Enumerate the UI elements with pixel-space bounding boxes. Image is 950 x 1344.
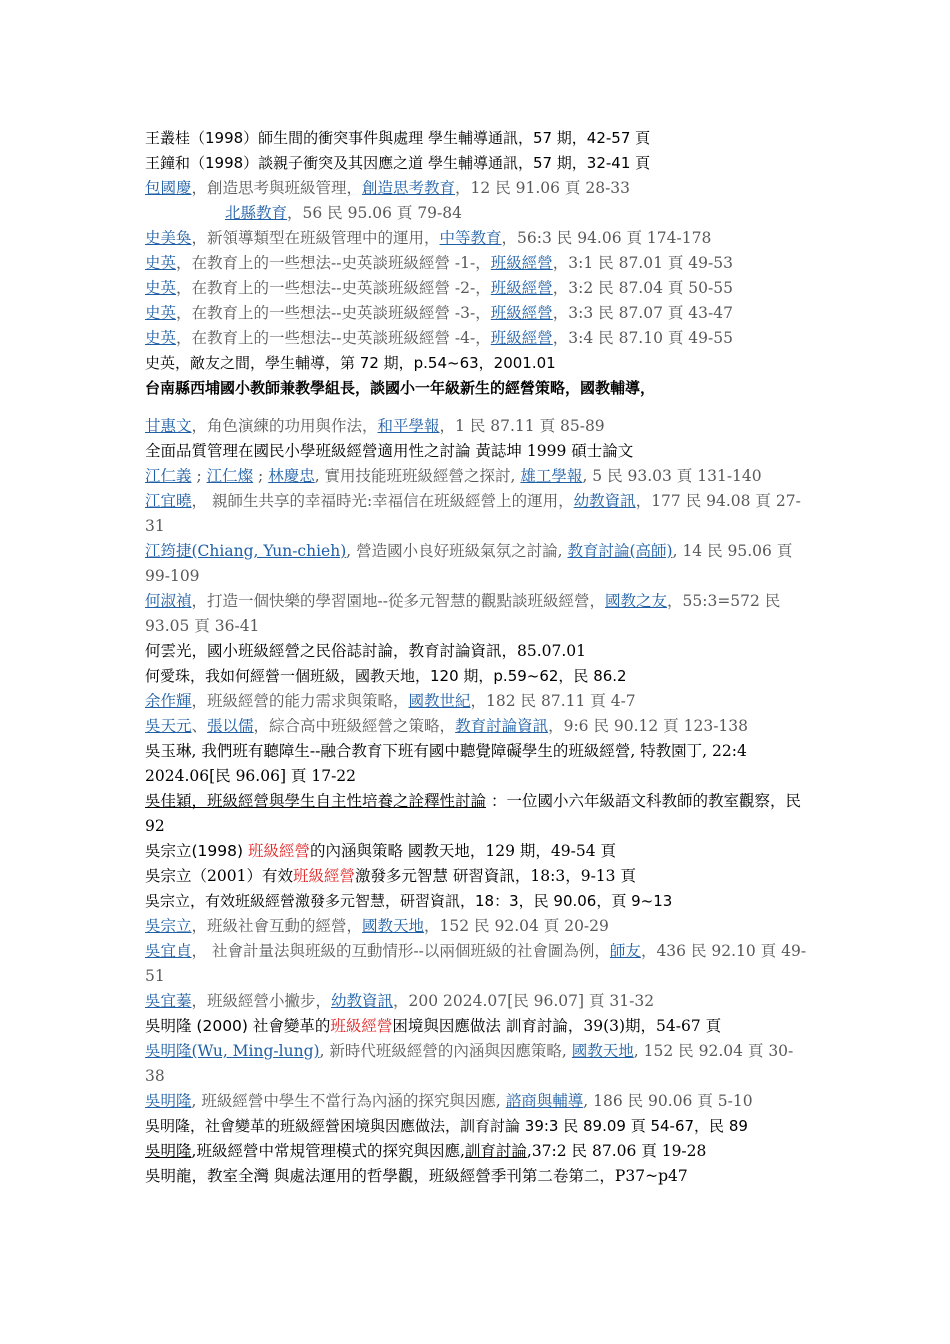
citation-link[interactable]: 江仁義 — [145, 467, 192, 485]
underlined-text: 吳明隆 — [145, 1142, 192, 1160]
citation-link[interactable]: 林慶忠 — [268, 467, 315, 485]
bibliography-entry — [145, 989, 810, 1014]
entry-text: ，班級經營的能力需求與策略， — [191, 692, 409, 710]
entry-text: ，12 民 91.06 頁 28-33 — [455, 179, 631, 197]
entry-text: 的內涵與策略 國教天地，129 期，49-54 頁 — [309, 842, 617, 860]
entry-text: ，班級經營小撇步， — [191, 992, 332, 1010]
entry-text: ，182 民 87.11 頁 4-7 — [470, 692, 636, 710]
entry-text: ; — [253, 467, 269, 485]
bibliography-entry — [145, 1089, 810, 1114]
entry-text: ，56:3 民 94.06 頁 174-178 — [501, 229, 712, 247]
entry-text: 吳宗立(1998) — [145, 842, 248, 860]
citation-link[interactable]: 甘惠文 — [145, 417, 192, 435]
bibliography-list — [145, 126, 810, 1189]
citation-link[interactable]: 吳明隆(Wu, Ming-lung) — [145, 1042, 320, 1060]
entry-text: ，9:6 民 90.12 頁 123-138 — [548, 717, 749, 735]
entry-text: ，56 民 95.06 頁 79-84 — [287, 204, 463, 222]
entry-text: ， 親師生共享的幸福時光:幸福信在班級經營上的運用， — [191, 492, 574, 510]
citation-link[interactable]: 史英 — [145, 329, 177, 347]
entry-text: 史英，敵友之間，學生輔導，第 72 期，p.54~63，2001.01 — [145, 354, 556, 372]
entry-text: ，新領導類型在班級管理中的運用， — [191, 229, 440, 247]
entry-text: 台南縣西埔國小教師兼教學組長，談國小一年級新生的經營策略，國教輔導， — [145, 379, 656, 397]
entry-text: 吳玉琳, 我們班有聽障生--融合教育下班有國中聽覺障礙學生的班級經營, 特教園丁, 22:4 2024.06[民 96.06] 頁 17-22 — [145, 742, 747, 785]
entry-text: ,班級經營中常規管理模式的探究與因應, — [191, 1142, 465, 1160]
entry-text: 、 — [191, 717, 208, 735]
citation-link[interactable]: 師友 — [609, 942, 641, 960]
entry-text: 吳明隆，社會變革的班級經營困境與因應做法，訓育討論 39:3 民 89.09 頁 54-67，民 89 — [145, 1117, 748, 1135]
citation-link[interactable]: 吳明隆 — [145, 1092, 192, 1110]
bibliography-entry — [145, 376, 810, 401]
entry-text: ,37:2 民 87.06 頁 19-28 — [526, 1142, 707, 1160]
citation-link[interactable]: 創造思考教育 — [362, 179, 456, 197]
citation-link[interactable]: 吳天元 — [145, 717, 192, 735]
entry-text: 困境與因應做法 訓育討論，39(3)期，54-67 頁 — [392, 1017, 722, 1035]
citation-link[interactable]: 教育討論資訊 — [455, 717, 549, 735]
bibliography-entry — [145, 414, 810, 439]
entry-text: ，3:1 民 87.01 頁 49-53 — [552, 254, 733, 272]
entry-text: ，55:3=572 民 93.05 頁 36-41 — [145, 592, 781, 635]
entry-text: , 新時代班級經營的內涵與因應策略, — [319, 1042, 572, 1060]
citation-link[interactable]: 和平學報 — [377, 417, 440, 435]
citation-link[interactable]: 北縣教育 — [225, 204, 288, 222]
entry-text: ， 社會計量法與班級的互動情形--以兩個班級的社會圖為例， — [191, 942, 610, 960]
entry-text: ，3:4 民 87.10 頁 49-55 — [552, 329, 733, 347]
highlighted-term: 班級經營 — [247, 842, 310, 860]
underlined-text: 吳佳穎，班級經營與學生自主性培養之詮釋性討論 — [145, 792, 487, 810]
citation-link[interactable]: 中等教育 — [439, 229, 502, 247]
citation-link[interactable]: 史英 — [145, 279, 177, 297]
entry-text: ，在教育上的一些想法--史英談班級經營 -1-， — [176, 254, 491, 272]
citation-link[interactable]: 江筠捷(Chiang, Yun-chieh) — [145, 542, 347, 560]
bibliography-entry — [145, 539, 810, 589]
entry-text: ，角色演練的功用與作法， — [191, 417, 378, 435]
bibliography-entry — [145, 914, 810, 939]
highlighted-term: 班級經營 — [292, 867, 355, 885]
bibliography-entry — [145, 351, 810, 376]
entry-text: , 實用技能班班級經營之探討, — [314, 467, 521, 485]
bibliography-entry — [145, 276, 810, 301]
entry-text: ，436 民 92.10 頁 49-51 — [145, 942, 807, 985]
bibliography-entry — [145, 939, 810, 989]
bibliography-entry — [145, 251, 810, 276]
bibliography-entry — [145, 439, 810, 464]
bibliography-entry — [145, 789, 810, 839]
citation-link[interactable]: 國教世紀 — [408, 692, 471, 710]
entry-text: 吳宗立，有效班級經營激發多元智慧，研習資訊，18：3，民 90.06，頁 9~13 — [145, 892, 673, 910]
entry-text: ，152 民 92.04 頁 20-29 — [424, 917, 609, 935]
citation-link[interactable]: 史英 — [145, 254, 177, 272]
entry-text: 王鐘和（1998）談親子衝突及其因應之道 學生輔導通訊，57 期，32-41 頁 — [145, 154, 651, 172]
entry-text: ，綜合高中班級經營之策略， — [253, 717, 456, 735]
citation-link[interactable]: 班級經營 — [490, 254, 553, 272]
entry-text: ; — [191, 467, 207, 485]
citation-link[interactable]: 班級經營 — [490, 304, 553, 322]
entry-text: 激發多元智慧 研習資訊，18:3，9-13 頁 — [354, 867, 636, 885]
citation-link[interactable]: 余作輝 — [145, 692, 192, 710]
bibliography-entry — [145, 664, 810, 689]
entry-text: 吳明龍，教室全灣 與處法運用的哲學觀，班級經營季刊第二卷第二，P37~p47 — [145, 1167, 688, 1185]
citation-link[interactable]: 教育討論(高師) — [567, 542, 673, 560]
citation-link[interactable]: 國教天地 — [571, 1042, 634, 1060]
bibliography-entry — [145, 889, 810, 914]
bibliography-entry — [145, 326, 810, 351]
citation-link[interactable]: 班級經營 — [490, 329, 553, 347]
entry-text: ，3:3 民 87.07 頁 43-47 — [552, 304, 733, 322]
entry-text: , 14 民 95.06 頁 99-109 — [145, 542, 793, 585]
citation-link[interactable]: 張以儒 — [207, 717, 254, 735]
entry-text: , 5 民 93.03 頁 131-140 — [582, 467, 762, 485]
bibliography-entry — [145, 864, 810, 889]
citation-link[interactable]: 史美奐 — [145, 229, 192, 247]
entry-text: ：一位國小六年級語文科教師的教室觀察，民 92 — [145, 792, 801, 835]
bibliography-entry — [145, 464, 810, 489]
bibliography-entry — [145, 1114, 810, 1139]
citation-link[interactable]: 吳宗立 — [145, 917, 192, 935]
entry-text: , 152 民 92.04 頁 30-38 — [145, 1042, 794, 1085]
entry-text: , 186 民 90.06 頁 5-10 — [583, 1092, 753, 1110]
citation-link[interactable]: 諮商與輔導 — [505, 1092, 584, 1110]
entry-text: 全面品質管理在國民小學班級經營適用性之討論 黃誌坤 1999 碩士論文 — [145, 442, 634, 460]
entry-text: ，177 民 94.08 頁 27-31 — [145, 492, 801, 535]
citation-link[interactable]: 江仁燦 — [206, 467, 254, 485]
entry-text: 王叢桂（1998）師生間的衝突事件與處理 學生輔導通訊，57 期，42-57 頁 — [145, 129, 651, 147]
entry-text: 吳宗立（2001）有效 — [145, 867, 293, 885]
entry-text: ，200 2024.07[民 96.07] 頁 31-32 — [393, 992, 655, 1010]
bibliography-entry — [145, 301, 810, 326]
entry-text: , 營造國小良好班級氣氛之討論, — [346, 542, 568, 560]
bibliography-entry — [145, 1014, 810, 1039]
citation-link[interactable]: 國教之友 — [605, 592, 668, 610]
entry-text: ，3:2 民 87.04 頁 50-55 — [552, 279, 733, 297]
entry-text: ，打造一個快樂的學習園地--從多元智慧的觀點談班級經營， — [191, 592, 605, 610]
entry-text: ，在教育上的一些想法--史英談班級經營 -4-， — [176, 329, 491, 347]
citation-link[interactable]: 吳宜蓁 — [145, 992, 192, 1010]
citation-link[interactable]: 幼教資訊 — [573, 492, 636, 510]
entry-text: 吳明隆 (2000) 社會變革的 — [145, 1017, 331, 1035]
highlighted-term: 班級經營 — [330, 1017, 393, 1035]
entry-text: 何愛珠，我如何經營一個班級，國教天地，120 期，p.59~62，民 86.2 — [145, 667, 627, 685]
underlined-text: 訓育討論 — [464, 1142, 527, 1160]
entry-text: ，班級社會互動的經營， — [191, 917, 363, 935]
citation-link[interactable]: 何淑禎 — [145, 592, 192, 610]
bibliography-entry — [145, 739, 810, 789]
bibliography-entry — [145, 151, 810, 176]
bibliography-entry — [145, 176, 810, 201]
bibliography-entry — [145, 639, 810, 664]
bibliography-entry — [145, 1164, 810, 1189]
citation-link[interactable]: 江宜曉 — [145, 492, 192, 510]
bibliography-entry — [145, 1039, 810, 1089]
entry-text: 何雲光，國小班級經營之民俗誌討論，教育討論資訊，85.07.01 — [145, 642, 587, 660]
bibliography-entry — [145, 714, 810, 739]
bibliography-entry — [145, 689, 810, 714]
citation-link[interactable]: 國教天地 — [362, 917, 425, 935]
entry-text: ，1 民 87.11 頁 85-89 — [439, 417, 605, 435]
bibliography-entry — [145, 1139, 810, 1164]
entry-text: , 班級經營中學生不當行為內涵的探究與因應, — [191, 1092, 506, 1110]
entry-text: ，在教育上的一些想法--史英談班級經營 -2-， — [176, 279, 491, 297]
bibliography-entry — [145, 589, 810, 639]
bibliography-entry — [145, 839, 810, 864]
citation-link[interactable]: 班級經營 — [490, 279, 553, 297]
bibliography-entry — [145, 126, 810, 151]
entry-text: ，在教育上的一些想法--史英談班級經營 -3-， — [176, 304, 491, 322]
citation-link[interactable]: 包國慶 — [145, 179, 192, 197]
citation-link[interactable]: 史英 — [145, 304, 177, 322]
citation-link[interactable]: 雄工學報 — [520, 467, 583, 485]
bibliography-entry — [145, 201, 810, 226]
citation-link[interactable]: 幼教資訊 — [331, 992, 394, 1010]
bibliography-entry — [145, 489, 810, 539]
bibliography-entry — [145, 226, 810, 251]
entry-text: ，創造思考與班級管理， — [191, 179, 363, 197]
citation-link[interactable]: 吳宜貞 — [145, 942, 192, 960]
